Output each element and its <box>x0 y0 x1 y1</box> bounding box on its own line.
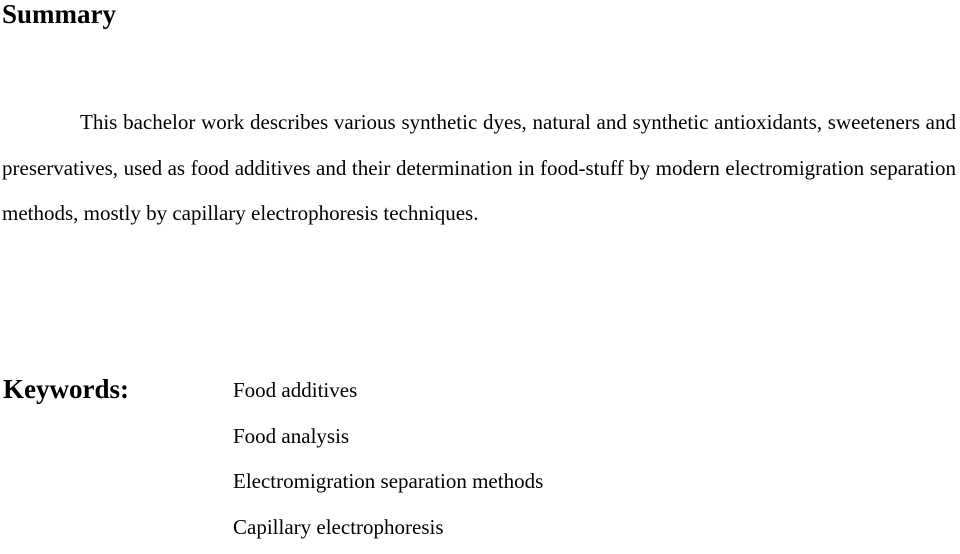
summary-heading: Summary <box>2 0 116 30</box>
keyword-item: Food analysis <box>233 418 543 464</box>
keyword-item: Food additives <box>233 372 543 418</box>
keywords-label: Keywords: <box>3 369 129 409</box>
keywords-list <box>233 372 543 554</box>
summary-paragraph: This bachelor work describes various synthetic dyes, natural and synthetic antioxidants, sweeteners and preservatives, used as food additives and their determination in food-stuff by modern electromigration separation methods, mostly by capillary electrophoresis techniques. <box>2 100 956 237</box>
keyword-item: Capillary electrophoresis <box>233 509 543 554</box>
keyword-item: Electromigration separation methods <box>233 463 543 509</box>
